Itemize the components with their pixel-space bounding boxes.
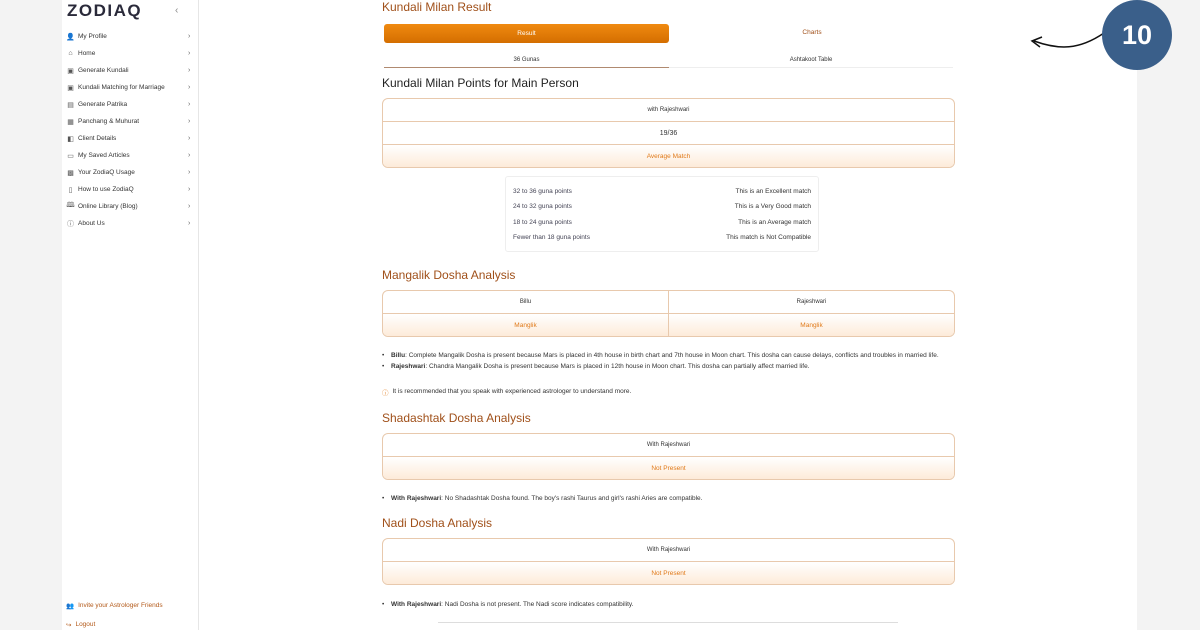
nav-icon: ◧ — [67, 135, 74, 143]
user-plus-icon: 👥 — [66, 603, 75, 610]
legend-row — [513, 184, 811, 199]
sidebar-item-label: My Profile — [78, 33, 107, 40]
chevron-right-icon: › — [188, 84, 191, 91]
mangalik-name: Billu — [519, 299, 532, 305]
logout-link[interactable] — [66, 621, 95, 629]
chevron-right-icon: › — [188, 152, 191, 159]
legend-range: Fewer than 18 guna points — [513, 234, 590, 242]
sidebar-item-generate-kundali[interactable] — [62, 62, 198, 79]
note-text: : No Shadashtak Dosha found. The boy's rashi Taurus and girl's rashi Aries are compatible. — [441, 495, 703, 502]
legend-range: 24 to 32 guna points — [513, 203, 572, 211]
sidebar-item-my-profile[interactable] — [62, 28, 198, 45]
points-with: with Rajeshwari — [647, 107, 690, 113]
chevron-right-icon: › — [188, 220, 191, 227]
tab-ashtakoot-table[interactable]: Ashtakoot Table — [669, 57, 953, 68]
chevron-right-icon: › — [188, 186, 191, 193]
mangalik-title: Mangalik Dosha Analysis — [382, 268, 516, 282]
shadashtak-table — [382, 433, 955, 480]
nadi-with: With Rajeshwari — [646, 547, 691, 553]
sidebar — [62, 0, 199, 630]
nav-icon: ▩ — [67, 169, 74, 177]
sidebar-item-how-to-use-zodiaq[interactable] — [62, 181, 198, 198]
chevron-right-icon: › — [188, 118, 191, 125]
note-item — [382, 599, 633, 610]
mangalik-name: Rajeshwari — [668, 291, 954, 313]
note-name: Rajeshwari — [391, 363, 426, 370]
sidebar-item-label: Generate Patrika — [78, 101, 128, 108]
sidebar-item-online-library-blog-[interactable] — [62, 198, 198, 215]
sidebar-item-label: Home — [78, 50, 96, 57]
divider — [438, 622, 898, 623]
sidebar-nav — [62, 28, 198, 232]
sidebar-item-label: About Us — [78, 220, 105, 227]
sidebar-item-label: Your ZodiaQ Usage — [78, 169, 135, 176]
sidebar-item-your-zodiaq-usage[interactable] — [62, 164, 198, 181]
nav-icon: ⌂ — [68, 50, 73, 57]
mangalik-table — [382, 290, 955, 337]
chevron-right-icon: › — [188, 33, 191, 40]
shadashtak-value: Not Present — [383, 456, 954, 479]
step-badge: 10 — [1102, 0, 1172, 70]
arrow-annotation-icon — [824, 25, 1109, 55]
mangalik-notes — [382, 350, 955, 372]
note-name: With Rajeshwari — [391, 601, 442, 608]
points-verdict: Average Match — [383, 144, 954, 167]
sidebar-item-label: Client Details — [78, 135, 117, 142]
tab-36-gunas[interactable]: 36 Gunas — [384, 57, 669, 68]
note-item — [382, 361, 955, 372]
sidebar-item-kundali-matching-for-marriage[interactable] — [62, 79, 198, 96]
sidebar-item-panchang-muhurat[interactable] — [62, 113, 198, 130]
sidebar-item-home[interactable] — [62, 45, 198, 62]
shadashtak-notes — [382, 493, 702, 504]
points-score: 19/36 — [383, 121, 954, 144]
legend-meaning: This match is Not Compatible — [726, 234, 811, 242]
nav-icon: ▤ — [67, 101, 74, 109]
advice-text: It is recommended that you speak with experienced astrologer to understand more. — [392, 388, 632, 395]
advice — [382, 388, 631, 397]
sidebar-item-label: Online Library (Blog) — [78, 203, 138, 210]
logout-icon: ↪ — [66, 622, 72, 629]
result-button[interactable]: Result — [384, 24, 669, 43]
nav-icon: ⓘ — [67, 220, 74, 228]
chevron-right-icon: › — [188, 203, 191, 210]
charts-link[interactable]: Charts — [802, 29, 822, 36]
sidebar-item-label: My Saved Articles — [78, 152, 130, 159]
note-name: With Rajeshwari — [391, 495, 442, 502]
logout-label: Logout — [75, 621, 96, 628]
chevron-right-icon: › — [188, 50, 191, 57]
sidebar-item-generate-patrika[interactable] — [62, 96, 198, 113]
sidebar-item-my-saved-articles[interactable] — [62, 147, 198, 164]
main-content — [199, 0, 1153, 630]
note-name: Billu — [391, 352, 406, 359]
info-icon: ⓘ — [382, 390, 389, 397]
nav-icon: ▣ — [67, 84, 74, 92]
nav-icon: 🕮 — [66, 202, 75, 209]
nadi-table — [382, 538, 955, 585]
chevron-right-icon: › — [188, 67, 191, 74]
chevron-right-icon: › — [188, 101, 191, 108]
nav-icon: ▭ — [67, 152, 74, 160]
sidebar-item-about-us[interactable] — [62, 215, 198, 232]
chevron-right-icon: › — [188, 135, 191, 142]
chevron-right-icon: › — [188, 169, 191, 176]
mangalik-value: Manglik — [668, 314, 954, 336]
note-text: : Nadi Dosha is not present. The Nadi score indicates compatibility. — [441, 601, 634, 608]
mangalik-value: Manglik — [514, 321, 537, 329]
points-title: Kundali Milan Points for Main Person — [382, 76, 579, 90]
logo: ZODIAQ — [67, 1, 143, 20]
legend-row — [513, 199, 811, 214]
nadi-notes — [382, 599, 633, 610]
note-text: : Complete Mangalik Dosha is present because Mars is placed in 4th house in birth chart and 7th house in Moon chart. This dosha can cause delays, conflicts and troubles in married life. — [405, 352, 939, 359]
collapse-sidebar-icon[interactable]: ‹ — [175, 5, 179, 16]
legend-range: 32 to 36 guna points — [513, 188, 572, 196]
note-text: : Chandra Mangalik Dosha is present because Mars is placed in 12th house in Moon chart. This dosha can partially affect married life. — [425, 363, 810, 370]
legend-meaning: This is an Excellent match — [735, 188, 811, 196]
nadi-value: Not Present — [383, 561, 954, 584]
legend-range: 18 to 24 guna points — [513, 218, 572, 226]
legend-row — [513, 230, 811, 245]
invite-label: Invite your Astrologer Friends — [78, 602, 163, 609]
points-table — [382, 98, 955, 168]
nav-icon: ▣ — [67, 67, 74, 75]
nav-icon: ▯ — [68, 186, 73, 194]
invite-friends-link[interactable] — [66, 602, 163, 610]
nav-icon: 👤 — [66, 33, 75, 41]
legend-row — [513, 215, 811, 230]
sidebar-item-client-details[interactable] — [62, 130, 198, 147]
sidebar-item-label: Panchang & Muhurat — [78, 118, 140, 125]
page-title: Kundali Milan Result — [382, 0, 492, 14]
nav-icon: ▦ — [67, 118, 74, 126]
legend-meaning: This is an Average match — [738, 218, 811, 226]
note-item — [382, 350, 955, 361]
nadi-title: Nadi Dosha Analysis — [382, 516, 493, 530]
legend-meaning: This is a Very Good match — [734, 203, 811, 211]
shadashtak-title: Shadashtak Dosha Analysis — [382, 411, 531, 425]
sidebar-item-label: Kundali Matching for Marriage — [78, 84, 165, 91]
sidebar-item-label: How to use ZodiaQ — [78, 186, 134, 193]
sidebar-item-label: Generate Kundali — [78, 67, 129, 74]
shadashtak-with: With Rajeshwari — [646, 442, 691, 448]
note-item — [382, 493, 702, 504]
guna-legend — [505, 176, 819, 252]
